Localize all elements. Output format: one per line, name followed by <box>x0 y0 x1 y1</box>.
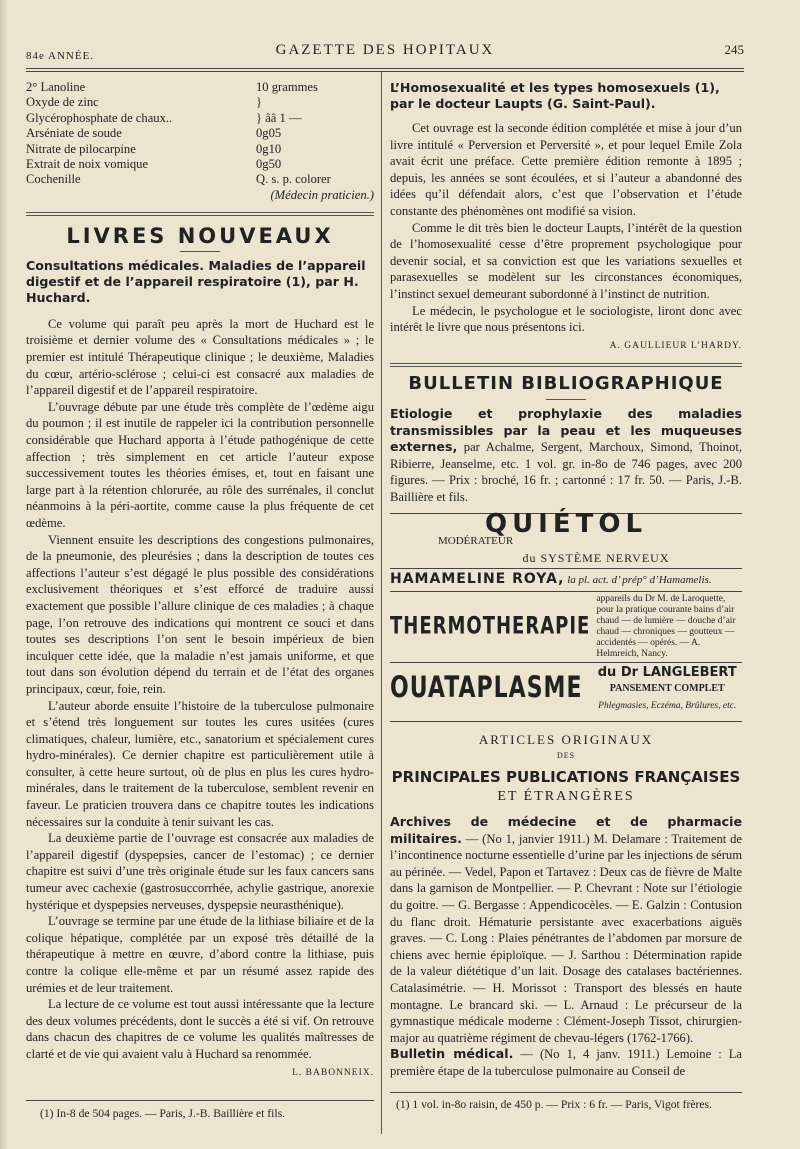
footnote-left: (1) In-8 de 504 pages. — Paris, J.-B. Baillière et fils. <box>40 1107 286 1120</box>
signature-babonneix: L. BABONNEIX. <box>292 1067 374 1078</box>
formula-row: Cochenille Q. s. p. colorer <box>26 172 331 187</box>
page-binding-shadow <box>0 0 8 1149</box>
section-rule <box>390 363 742 367</box>
paragraph: L’ouvrage se termine par une étude de la lithiase biliaire et de la colique hépatique, complétée par un exposé très détaillé de la thérapeutique à mettre en œuvre, d’abord contre la lithiase, puis contre la colique elle-même et par un résumé assez rapide des urémies et de leur traitement. <box>26 914 374 995</box>
section-title-bulletin: BULLETIN BIBLIOGRAPHIQUE <box>408 373 724 395</box>
ad-hamameline: HAMAMELINE ROYA, la pl. act. d’ prép° d’Hamamelis. <box>390 568 742 591</box>
article-title-consultations: Consultations médicales. Maladies de l’appareil digestif et de l’appareil respiratoire (1), par H. Huchard. <box>26 257 366 305</box>
ad-ouataplasme: OUATAPLASME du Dr LANGLEBERT PANSEMENT COMPLET Phlegmasies, Eczéma, Brûlures, etc. <box>390 662 742 722</box>
paragraph: Comme le dit très bien le docteur Laupts, l’intérêt de la question de l’homosexualité cesse d’être proprement psychologique pour devenir social, et sa conviction est que les variations sexuelles et parasexuelles se modèlent sur les circonstances économiques, l’instinct sexuel demeurant subordonné à l’instinct de nutrition. <box>390 220 742 301</box>
formula-row: Glycérophosphate de chaux.. } ââ 1 — <box>26 110 302 125</box>
articles-heading-3: PRINCIPALES PUBLICATIONS FRANÇAISES <box>391 767 741 786</box>
footnote-rule-left <box>26 1100 374 1101</box>
header-rule-2 <box>26 71 744 72</box>
ad-thermotherapie: THERMOTHERAPIE appareils du Dr M. de Laroquette, pour la pratique courante bains d’air chaud — de lumière — douche d’air chaud — chroniques — goutteux — accidentés — opérés. — A. Helmreich, Nancy. <box>390 591 742 662</box>
footnote-rule-right <box>390 1092 742 1093</box>
header-rule <box>26 68 744 69</box>
bulletin-entry: Etiologie et prophylaxie des maladies transmissibles par la peau et les muqueuses externes, par Achalme, Sergent, Marchoux, Simond, Thoinot, Ribierre, Jeanselme, etc. 1 vol. gr. in-8o de 746 pages, avec 200 figures. — Prix : broché, 16 fr. ; cartonné : 17 fr. 50. — Paris, J.-B. Baillière et fils. <box>390 405 742 504</box>
paragraph: Cet ouvrage est la seconde édition complétée et mise à jour d’un livre intitulé « Perversion et Perversité », et pour lequel Emile Zola avait écrit une préface. Cette première édition remonte à 1895 ; depuis, les années se sont écoulées, et si l’auteur a abandonné des idées qu’il défendait alors, c’est que l’observation et l’étude constante des phénomènes ont modifié sa vision. <box>390 121 742 218</box>
signature-gaullieur: A. GAULLIEUR L’HARDY. <box>609 340 742 351</box>
formula-row: Arséniate de soude 0g05 <box>26 126 282 141</box>
formula-credit: (Médecin praticien.) <box>270 187 374 202</box>
formula-row: Extrait de noix vomique 0g50 <box>26 157 282 172</box>
left-column <box>26 80 374 1081</box>
prescription-formula <box>26 80 374 203</box>
formula-row: Oxyde de zinc } <box>26 95 263 110</box>
paragraph: L’ouvrage débute par une étude très complète de l’œdème aigu du poumon ; il est inutile de rappeler ici la contribution personnelle considérable que Huchard apporta à l’étude pathogénique de cette affection ; très simplement en cet article l’auteur expose successivement toutes les théories émises, et, tout en faisant une large part à la rétention chlorurée, au rôle des surrénales, il conclut néanmoins à la péri-aortite, comme cause la plus fréquente de cet œdème. <box>26 399 374 530</box>
article-title-homosexualite: L’Homosexualité et les types homosexuels (1), par le docteur Laupts (G. Saint-Paul). <box>390 80 720 111</box>
column-divider <box>381 72 382 1134</box>
short-rule <box>546 399 586 400</box>
year-label: 84e ANNÉE. <box>26 50 95 62</box>
formula-row: 2° Lanoline 10 grammes <box>26 80 318 94</box>
paragraph: La deuxième partie de l’ouvrage est consacrée aux maladies de l’appareil digestif (dyspepsies, cancer de l’estomac) ; ce dernier chapitre est suivi d’une très originale étude sur les faux cancers sans tumeur avec cachexie (gastrosuccorrhée, achylie gastrique, anorexie hystérique et dyspepsies nerveuses, dyspepsie neurasthénique). <box>26 831 374 912</box>
paragraph: Le médecin, le psychologue et le sociologiste, liront donc avec intérêt le livre que nous présentons ici. <box>390 303 742 335</box>
page-number: 245 <box>724 42 744 57</box>
ad-quietol-name: QUIÉTOL <box>484 509 648 540</box>
page-header <box>26 40 744 66</box>
formula-row: Nitrate de pilocarpine 0g10 <box>26 141 282 156</box>
ad-quietol-sub1: MODÉRATEUR <box>438 535 514 548</box>
review-entry: Archives de médecine et de pharmacie militaires. — (No 1, janvier 1911.) M. Delamare : Traitement de l’incontinence nocturne essentielle d’urine par les injections de sérum au périnée. — Vedel, Papon et Tartavez : Deux cas de fièvre de Malte dans la garnison de Montpellier. — P. Chevrant : Note sur l’étiologie du goitre. — G. Bergasse : Appendicocèles. — E. Galzin : Contusion du flanc droit. Hématurie persistante avec exacerbations aiguës graves. — C. Long : Plaies pénétrantes de l’abdomen par morsure de chiens avec hernie épiploïque. — J. Sarthou : Détermination rapide de la valeur diététique d’un lait. Dosage des catalases bactériennes. Catalasimétrie. — H. Morissot : Transport des blessés en haute montagne. Le brancard ski. — L. Arnaud : Le précurseur de la gymnastique médicale moderne : Clément-Joseph Tissot, chirurgien-major au quatrième régiment de chevau-légers (1762-1766). <box>390 814 742 1045</box>
articles-heading-2: DES <box>556 751 576 761</box>
paragraph: Viennent ensuite les descriptions des congestions pulmonaires, de la pneumonie, des pleurésies ; dans la description de toutes ces affections l’auteur s’est dégagé le plus possible des considérations exclusivement théoriques et s’est efforcé de traduire aussi exactement que possible l’allure clinique de ces maladies ; à chaque page, l’on retrouve des indications qui montrent ce souci et dans toutes ses descriptions l’on sent le besoin impérieux de bien inculquer cette idée, que la maladie n’est jamais uniforme, et que tout dans son évolution dépend du terrain et de l’état des organes principaux, cœur, foie, rein. <box>26 532 374 696</box>
ad-quietol-sub2: du SYSTÈME NERVEUX <box>522 550 670 565</box>
journal-title: GAZETTE DES HOPITAUX <box>275 42 495 58</box>
right-column <box>390 80 742 1080</box>
paragraph: Ce volume qui paraît peu après la mort de Huchard est le troisième et dernier volume des « Consultations médicales » ; le premier est intitulé Thérapeutique clinique ; le deuxième, Maladies du cœur, artério-sclérose ; celui-ci est consacré aux maladies de l’appareil digestif et de l’appareil respiratoire. <box>26 316 374 398</box>
paragraph: L’auteur aborde ensuite l’histoire de la tuberculose pulmonaire et s’étend très longuement sur toutes les cures usitées (cures climatiques, chaleur, lumière, etc., sanatorium et spécialement cures hydro-minérales). Ce dernier chapitre est particulièrement utile à consulter, à cette heure surtout, où de plus en plus les cures hydro-minérales, dans le traitement de la tuberculose, semblent revenir en faveur. Le praticien trouvera dans ce chapitre toutes les indications nécessaires sur la conduite à tenir suivant les cas. <box>26 698 374 829</box>
section-title-livres: LIVRES NOUVEAUX <box>66 224 334 249</box>
ad-quietol <box>390 509 742 568</box>
footnote-right: (1) 1 vol. in-8o raisin, de 450 p. — Prix : 6 fr. — Paris, Vigot frères. <box>396 1098 712 1111</box>
paragraph: La lecture de ce volume est tout aussi intéressante que la lecture des deux volumes précédents, dont le succès a été si vif. On retrouve dans chacun des chapitres de ce volume les qualités maîtresses de clarté et de vie qui avaient valu à Huchard sa renommée. <box>26 997 374 1061</box>
review-entry: Bulletin médical. — (No 1, 4 janv. 1911.) Lemoine : La première étape de la tuberculose pulmonaire au Conseil de <box>390 1046 742 1078</box>
articles-heading-1: ARTICLES ORIGINAUX <box>478 731 654 747</box>
short-rule <box>180 251 220 252</box>
articles-heading-4: ET ÉTRANGÈRES <box>497 789 635 805</box>
section-rule <box>26 212 374 216</box>
